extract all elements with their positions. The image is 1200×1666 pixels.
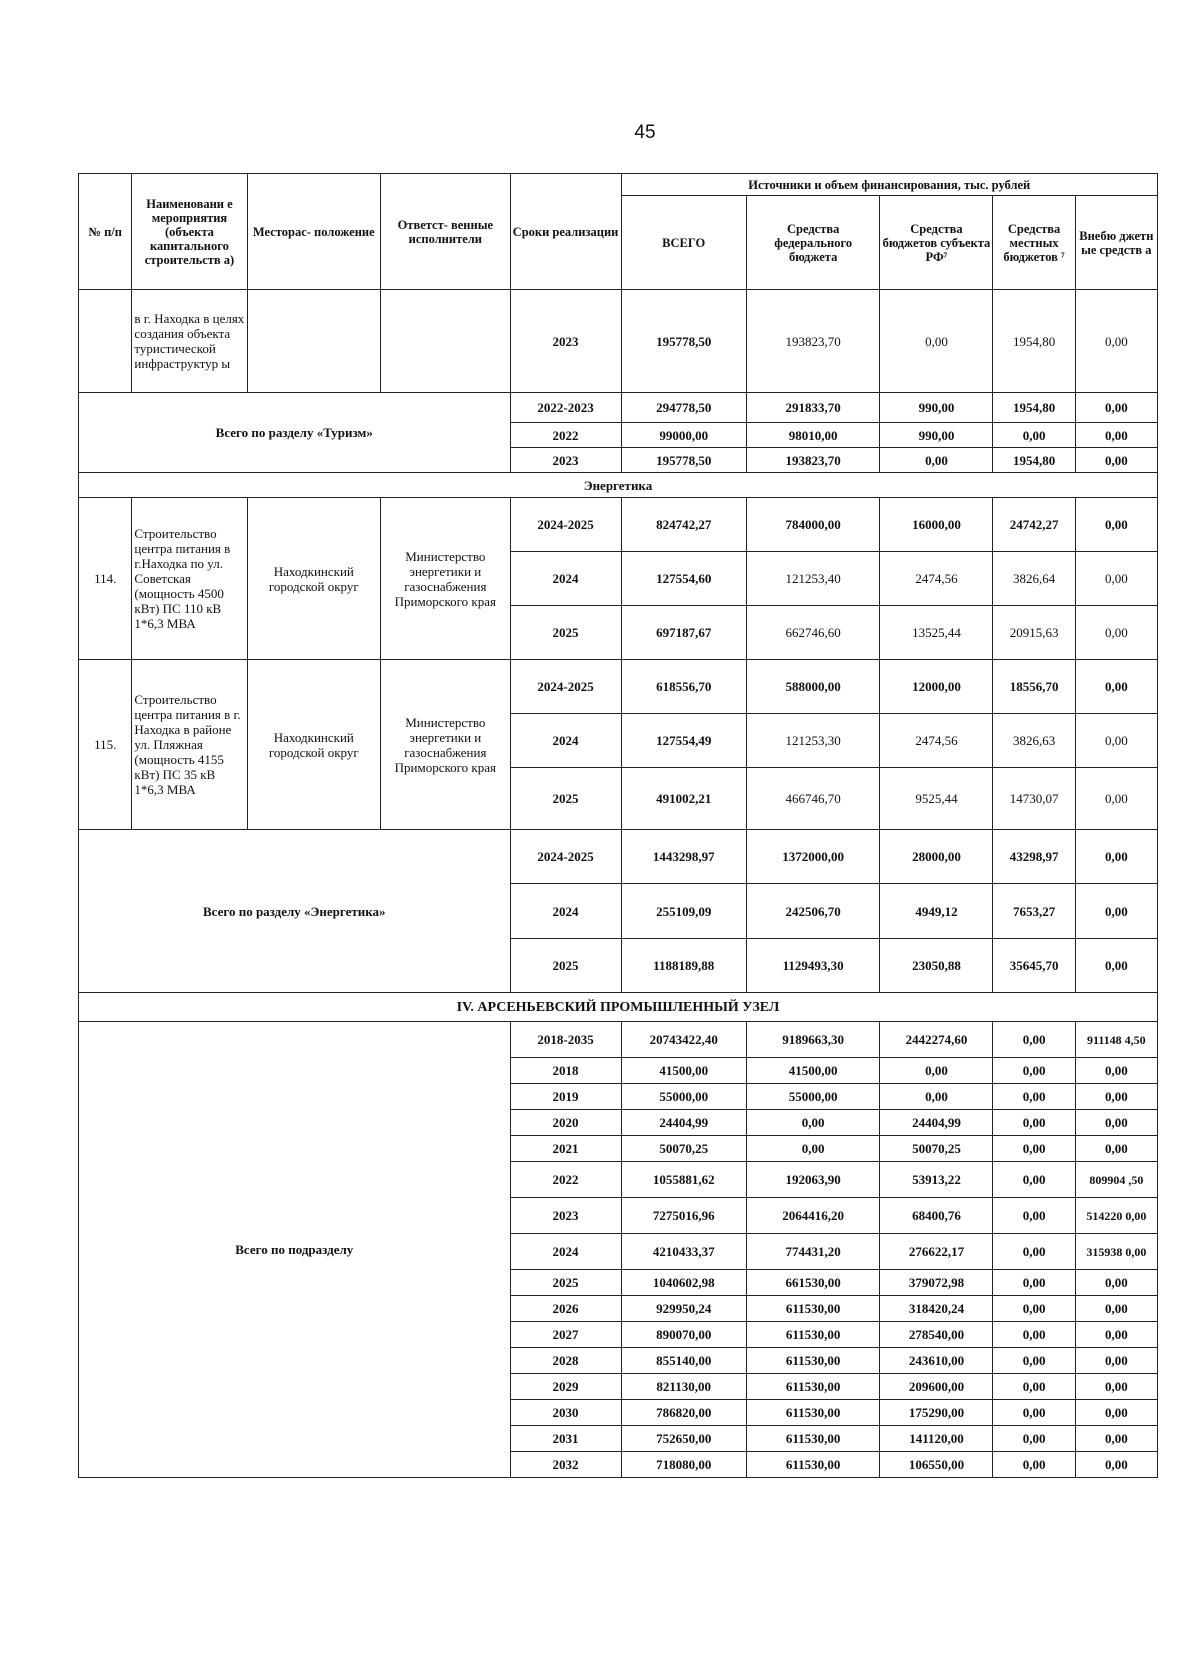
- cell-year: 2024: [510, 714, 621, 768]
- cell-regional: 23050,88: [880, 939, 993, 993]
- cell-year: 2022-2023: [510, 393, 621, 423]
- header-regional: Средства бюджетов субъекта РФ⁷: [880, 196, 993, 290]
- page-number: 45: [634, 122, 656, 143]
- cell-extra: 911148 4,50: [1075, 1022, 1157, 1058]
- cell-federal: 588000,00: [746, 660, 880, 714]
- table-row: [79, 498, 1158, 552]
- cell-local: 3826,63: [993, 714, 1075, 768]
- cell-regional: 16000,00: [880, 498, 993, 552]
- cell-total: 127554,60: [621, 552, 746, 606]
- header-local: Средства местных бюджетов ⁷: [993, 196, 1075, 290]
- cell-total: 195778,50: [621, 290, 746, 393]
- cell-regional: 68400,76: [880, 1198, 993, 1234]
- cell-federal: 611530,00: [746, 1400, 880, 1426]
- cell-local: 0,00: [993, 1270, 1075, 1296]
- cell-regional: 13525,44: [880, 606, 993, 660]
- table-row: [79, 830, 1158, 884]
- cell-extra: 0,00: [1075, 393, 1157, 423]
- cell-year: 2023: [510, 1198, 621, 1234]
- cell-total: 50070,25: [621, 1136, 746, 1162]
- header-financing: Источники и объем финансирования, тыс. рублей: [621, 174, 1157, 196]
- header-federal: Средства федерального бюджета: [746, 196, 880, 290]
- cell-location: [247, 290, 381, 393]
- cell-year: 2023: [510, 290, 621, 393]
- cell-total: 7275016,96: [621, 1198, 746, 1234]
- cell-total: 824742,27: [621, 498, 746, 552]
- cell-extra: 0,00: [1075, 1400, 1157, 1426]
- cell-extra: 809904 ,50: [1075, 1162, 1157, 1198]
- cell-extra: 0,00: [1075, 1270, 1157, 1296]
- cell-local: 35645,70: [993, 939, 1075, 993]
- cell-extra: 0,00: [1075, 1136, 1157, 1162]
- cell-name: Строительство центра питания в г.Находка по ул. Советская (мощность 4500 кВт) ПС 110 кВ 1*6,3 МВА: [132, 498, 247, 660]
- header-num: № п/п: [79, 174, 132, 290]
- cell-total: 855140,00: [621, 1348, 746, 1374]
- cell-extra: 514220 0,00: [1075, 1198, 1157, 1234]
- cell-extra: 0,00: [1075, 606, 1157, 660]
- cell-year: 2032: [510, 1452, 621, 1478]
- cell-local: 0,00: [993, 1322, 1075, 1348]
- cell-year: 2023: [510, 448, 621, 473]
- cell-extra: 0,00: [1075, 1110, 1157, 1136]
- cell-federal: 242506,70: [746, 884, 880, 939]
- cell-extra: 0,00: [1075, 939, 1157, 993]
- cell-local: 0,00: [993, 1162, 1075, 1198]
- cell-federal: 0,00: [746, 1110, 880, 1136]
- cell-local: 0,00: [993, 1400, 1075, 1426]
- cell-num: 115.: [79, 660, 132, 830]
- cell-year: 2029: [510, 1374, 621, 1400]
- cell-total: 929950,24: [621, 1296, 746, 1322]
- cell-year: 2027: [510, 1322, 621, 1348]
- cell-federal: 662746,60: [746, 606, 880, 660]
- section-arsenyev: IV. АРСЕНЬЕВСКИЙ ПРОМЫШЛЕННЫЙ УЗЕЛ: [79, 993, 1158, 1022]
- cell-federal: 121253,40: [746, 552, 880, 606]
- cell-total: 4210433,37: [621, 1234, 746, 1270]
- cell-federal: 193823,70: [746, 290, 880, 393]
- cell-local: 0,00: [993, 1426, 1075, 1452]
- cell-federal: 611530,00: [746, 1426, 880, 1452]
- cell-regional: 24404,99: [880, 1110, 993, 1136]
- cell-year: 2022: [510, 423, 621, 448]
- cell-regional: 53913,22: [880, 1162, 993, 1198]
- cell-extra: 0,00: [1075, 1426, 1157, 1452]
- cell-year: 2024-2025: [510, 498, 621, 552]
- cell-extra: 0,00: [1075, 1452, 1157, 1478]
- cell-year: 2024-2025: [510, 660, 621, 714]
- header-executors: Ответст- венные исполнители: [381, 174, 510, 290]
- cell-total: 890070,00: [621, 1322, 746, 1348]
- cell-local: 0,00: [993, 1234, 1075, 1270]
- cell-year: 2019: [510, 1084, 621, 1110]
- section-row: [79, 473, 1158, 498]
- cell-federal: 2064416,20: [746, 1198, 880, 1234]
- cell-year: 2018: [510, 1058, 621, 1084]
- header-terms: Сроки реализации: [510, 174, 621, 290]
- cell-regional: 278540,00: [880, 1322, 993, 1348]
- header-extra: Внебю джетн ые средств а: [1075, 196, 1157, 290]
- cell-location: Находкинский городской округ: [247, 660, 381, 830]
- cell-local: 1954,80: [993, 393, 1075, 423]
- cell-regional: 9525,44: [880, 768, 993, 830]
- header-name: Наименовани е мероприятия (объекта капитального строительств а): [132, 174, 247, 290]
- cell-year: 2031: [510, 1426, 621, 1452]
- cell-local: 20915,63: [993, 606, 1075, 660]
- cell-federal: 9189663,30: [746, 1022, 880, 1058]
- cell-federal: 291833,70: [746, 393, 880, 423]
- cell-regional: 4949,12: [880, 884, 993, 939]
- cell-extra: 315938 0,00: [1075, 1234, 1157, 1270]
- cell-regional: 175290,00: [880, 1400, 993, 1426]
- cell-local: 0,00: [993, 1058, 1075, 1084]
- cell-extra: 0,00: [1075, 884, 1157, 939]
- cell-extra: 0,00: [1075, 1322, 1157, 1348]
- cell-year: 2024-2025: [510, 830, 621, 884]
- cell-total: 1443298,97: [621, 830, 746, 884]
- cell-extra: 0,00: [1075, 830, 1157, 884]
- cell-federal: 784000,00: [746, 498, 880, 552]
- cell-total: 294778,50: [621, 393, 746, 423]
- cell-extra: 0,00: [1075, 552, 1157, 606]
- cell-num: 114.: [79, 498, 132, 660]
- cell-year: 2021: [510, 1136, 621, 1162]
- table-row: [79, 1022, 1158, 1058]
- cell-local: 7653,27: [993, 884, 1075, 939]
- tourism-total-label: Всего по разделу «Туризм»: [79, 393, 511, 473]
- header-location: Месторас- положение: [247, 174, 381, 290]
- cell-federal: 774431,20: [746, 1234, 880, 1270]
- cell-local: 1954,80: [993, 448, 1075, 473]
- cell-total: 618556,70: [621, 660, 746, 714]
- cell-total: 55000,00: [621, 1084, 746, 1110]
- cell-extra: 0,00: [1075, 1348, 1157, 1374]
- cell-extra: 0,00: [1075, 1374, 1157, 1400]
- cell-total: 127554,49: [621, 714, 746, 768]
- cell-total: 1188189,88: [621, 939, 746, 993]
- cell-year: 2018-2035: [510, 1022, 621, 1058]
- cell-total: 821130,00: [621, 1374, 746, 1400]
- cell-local: 0,00: [993, 1296, 1075, 1322]
- cell-regional: 209600,00: [880, 1374, 993, 1400]
- cell-extra: 0,00: [1075, 714, 1157, 768]
- cell-regional: 12000,00: [880, 660, 993, 714]
- cell-regional: 318420,24: [880, 1296, 993, 1322]
- cell-total: 1055881,62: [621, 1162, 746, 1198]
- cell-local: 3826,64: [993, 552, 1075, 606]
- cell-name: в г. Находка в целях создания объекта туристической инфраструктур ы: [132, 290, 247, 393]
- cell-federal: 192063,90: [746, 1162, 880, 1198]
- cell-local: 0,00: [993, 1452, 1075, 1478]
- cell-federal: 0,00: [746, 1136, 880, 1162]
- cell-year: 2024: [510, 1234, 621, 1270]
- cell-local: 0,00: [993, 1348, 1075, 1374]
- cell-year: 2024: [510, 884, 621, 939]
- cell-regional: 0,00: [880, 290, 993, 393]
- cell-local: 0,00: [993, 1374, 1075, 1400]
- cell-year: 2026: [510, 1296, 621, 1322]
- cell-local: 18556,70: [993, 660, 1075, 714]
- cell-federal: 466746,70: [746, 768, 880, 830]
- cell-regional: 2442274,60: [880, 1022, 993, 1058]
- cell-num: [79, 290, 132, 393]
- cell-local: 0,00: [993, 1022, 1075, 1058]
- table-row: [79, 290, 1158, 393]
- cell-extra: 0,00: [1075, 660, 1157, 714]
- cell-federal: 121253,30: [746, 714, 880, 768]
- cell-regional: 0,00: [880, 1058, 993, 1084]
- cell-local: 1954,80: [993, 290, 1075, 393]
- table-row: [79, 393, 1158, 423]
- cell-year: 2025: [510, 939, 621, 993]
- cell-total: 195778,50: [621, 448, 746, 473]
- cell-extra: 0,00: [1075, 498, 1157, 552]
- cell-extra: 0,00: [1075, 423, 1157, 448]
- cell-local: 0,00: [993, 1198, 1075, 1234]
- cell-local: 0,00: [993, 1084, 1075, 1110]
- cell-year: 2030: [510, 1400, 621, 1426]
- cell-total: 1040602,98: [621, 1270, 746, 1296]
- cell-federal: 1129493,30: [746, 939, 880, 993]
- cell-year: 2028: [510, 1348, 621, 1374]
- cell-regional: 0,00: [880, 1084, 993, 1110]
- cell-extra: 0,00: [1075, 1058, 1157, 1084]
- cell-regional: 990,00: [880, 393, 993, 423]
- cell-executor: Министерство энергетики и газоснабжения Приморского края: [381, 498, 510, 660]
- cell-extra: 0,00: [1075, 290, 1157, 393]
- cell-regional: 106550,00: [880, 1452, 993, 1478]
- header-total: ВСЕГО: [621, 196, 746, 290]
- cell-regional: 379072,98: [880, 1270, 993, 1296]
- cell-total: 24404,99: [621, 1110, 746, 1136]
- cell-local: 14730,07: [993, 768, 1075, 830]
- cell-executor: [381, 290, 510, 393]
- cell-regional: 28000,00: [880, 830, 993, 884]
- cell-total: 41500,00: [621, 1058, 746, 1084]
- cell-total: 752650,00: [621, 1426, 746, 1452]
- cell-total: 20743422,40: [621, 1022, 746, 1058]
- financing-table: [78, 173, 1158, 1478]
- cell-total: 718080,00: [621, 1452, 746, 1478]
- subsection-body: [79, 1022, 1158, 1478]
- cell-federal: 98010,00: [746, 423, 880, 448]
- cell-federal: 661530,00: [746, 1270, 880, 1296]
- cell-federal: 41500,00: [746, 1058, 880, 1084]
- cell-extra: 0,00: [1075, 768, 1157, 830]
- cell-regional: 0,00: [880, 448, 993, 473]
- cell-regional: 2474,56: [880, 552, 993, 606]
- cell-federal: 611530,00: [746, 1296, 880, 1322]
- cell-federal: 1372000,00: [746, 830, 880, 884]
- cell-year: 2024: [510, 552, 621, 606]
- cell-federal: 611530,00: [746, 1348, 880, 1374]
- section-energy: Энергетика: [79, 473, 1158, 498]
- cell-total: 697187,67: [621, 606, 746, 660]
- cell-regional: 2474,56: [880, 714, 993, 768]
- cell-extra: 0,00: [1075, 448, 1157, 473]
- cell-year: 2020: [510, 1110, 621, 1136]
- cell-regional: 243610,00: [880, 1348, 993, 1374]
- cell-regional: 50070,25: [880, 1136, 993, 1162]
- cell-local: 24742,27: [993, 498, 1075, 552]
- cell-year: 2025: [510, 768, 621, 830]
- cell-total: 786820,00: [621, 1400, 746, 1426]
- cell-local: 43298,97: [993, 830, 1075, 884]
- cell-federal: 611530,00: [746, 1322, 880, 1348]
- cell-federal: 55000,00: [746, 1084, 880, 1110]
- cell-federal: 611530,00: [746, 1452, 880, 1478]
- cell-executor: Министерство энергетики и газоснабжения Приморского края: [381, 660, 510, 830]
- section-row: [79, 993, 1158, 1022]
- table-row: [79, 660, 1158, 714]
- cell-local: 0,00: [993, 1110, 1075, 1136]
- cell-regional: 276622,17: [880, 1234, 993, 1270]
- cell-year: 2025: [510, 606, 621, 660]
- cell-federal: 611530,00: [746, 1374, 880, 1400]
- cell-regional: 990,00: [880, 423, 993, 448]
- subsection-total-label: Всего по подразделу: [79, 1022, 511, 1478]
- cell-regional: 141120,00: [880, 1426, 993, 1452]
- cell-total: 99000,00: [621, 423, 746, 448]
- cell-year: 2022: [510, 1162, 621, 1198]
- energy-total-label: Всего по разделу «Энергетика»: [79, 830, 511, 993]
- cell-federal: 193823,70: [746, 448, 880, 473]
- cell-local: 0,00: [993, 1136, 1075, 1162]
- cell-total: 491002,21: [621, 768, 746, 830]
- cell-name: Строительство центра питания в г. Находка в районе ул. Пляжная (мощность 4155 кВт) ПС 35 кВ 1*6,3 МВА: [132, 660, 247, 830]
- cell-extra: 0,00: [1075, 1084, 1157, 1110]
- cell-location: Находкинский городской округ: [247, 498, 381, 660]
- cell-total: 255109,09: [621, 884, 746, 939]
- cell-year: 2025: [510, 1270, 621, 1296]
- cell-local: 0,00: [993, 423, 1075, 448]
- cell-extra: 0,00: [1075, 1296, 1157, 1322]
